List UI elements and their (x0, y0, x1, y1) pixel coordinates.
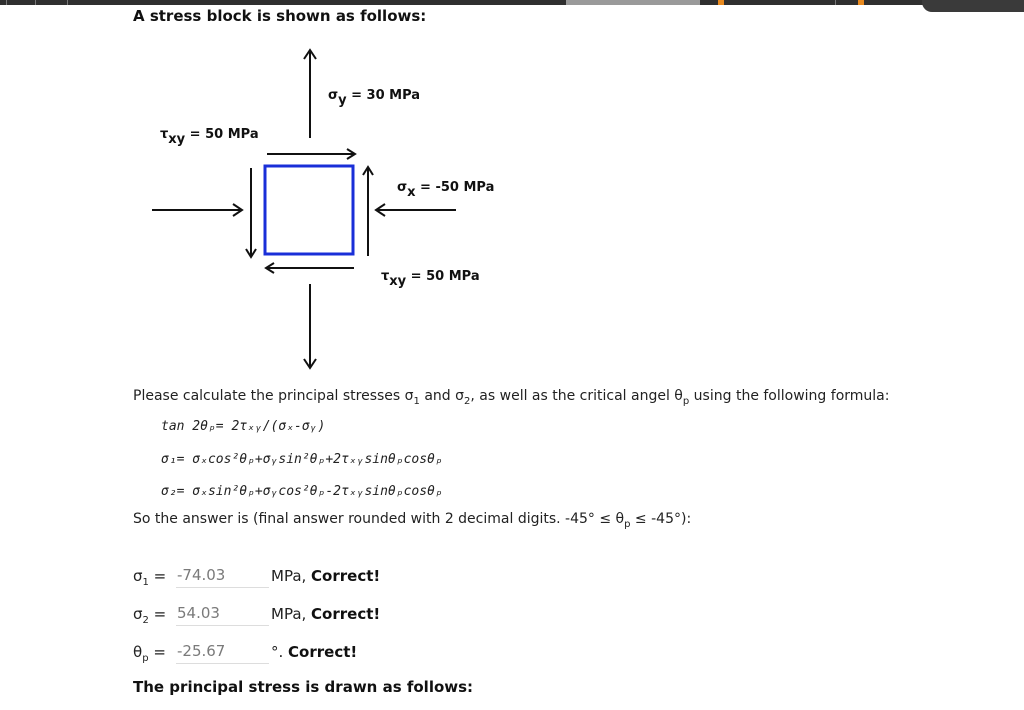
heading-stress-block: A stress block is shown as follows: (133, 7, 427, 25)
label-tau-left: $\tau_{xy} = 50$ MPa (160, 127, 259, 147)
stress-element-square (265, 166, 353, 254)
answer-label-theta-p: $\theta_p$ = (133, 643, 166, 664)
answer-input-theta-p[interactable] (176, 639, 269, 664)
formula-sigma2: σ₂= σₓsin²θₚ+σᵧcos²θₚ-2τₓᵧsinθₚcosθₚ (161, 484, 443, 499)
answer-intro: So the answer is (final answer rounded with 2 decimal digits. $-45^\circ \le \theta_p \le -45^\circ$): (133, 511, 692, 530)
question-text: Please calculate the principal stresses $\sigma_1$ and $\sigma_2$, as well as the critical angel $\theta_p$ using the following formula: (133, 388, 890, 407)
answer-input-sigma1[interactable] (176, 563, 269, 588)
answer-label-sigma2: $\sigma_2$ = (133, 605, 167, 626)
answer-input-sigma2[interactable] (176, 601, 269, 626)
heading-principal-stress: The principal stress is drawn as follows: (133, 678, 474, 696)
answer-feedback-sigma2: MPa, Correct! (271, 605, 381, 623)
label-sigma-y: $\sigma_y = 30$ MPa (328, 88, 421, 108)
answer-label-sigma1: $\sigma_1$ = (133, 567, 167, 588)
label-tau-right: $\tau_{xy} = 50$ MPa (381, 269, 480, 289)
formula-sigma1: σ₁= σₓcos²θₚ+σᵧsin²θₚ+2τₓᵧsinθₚcosθₚ (161, 452, 443, 467)
answer-feedback-theta-p: °. Correct! (271, 643, 358, 661)
formula-tan: tan 2θₚ= 2τₓᵧ/(σₓ-σᵧ) (161, 419, 326, 434)
answer-feedback-sigma1: MPa, Correct! (271, 567, 381, 585)
label-sigma-x: $\sigma_x = -50$ MPa (397, 180, 495, 200)
